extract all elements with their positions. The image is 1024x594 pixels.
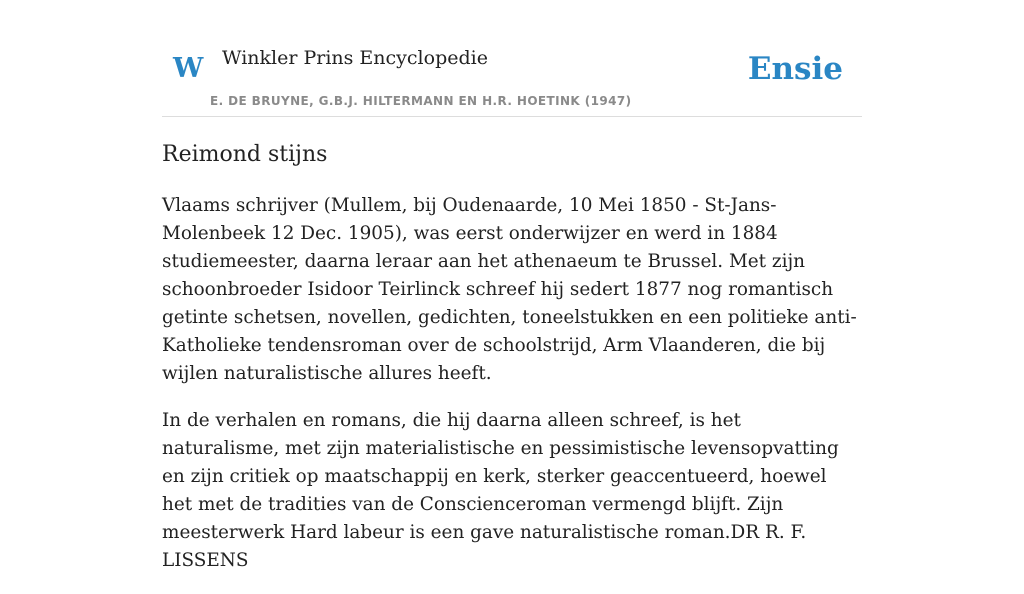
ensie-logo[interactable]: Ensie [747,51,843,87]
article-body [162,192,862,594]
article-title: Reimond stijns [162,142,328,167]
winkler-prins-logo-icon[interactable]: W [173,53,204,84]
article-paragraph-1: Vlaams schrijver (Mullem, bij Oudenaarde, 10 Mei 1850 - St-Jans-Molenbeek 12 Dec. 1905), was eerst onderwijzer en werd in 1884 studiemeester, daarna leraar aan het athenaeum te Brussel. Met zijn schoonbroeder Isidoor Teirlinck schreef hij sedert 1877 nog romantisch getinte schetsen, novellen, gedichten, toneelstukken en een politieke anti-Katholieke tendensroman over de schoolstrijd, Arm Vlaanderen, die bij wijlen naturalistische allures heeft. [162,195,857,384]
article-paragraph-2: In de verhalen en romans, die hij daarna alleen schreef, is het naturalisme, met zijn materialistische en pessimistische levensopvatting en zijn critiek op maatschappij en kerk, sterker geaccentueerd, hoewel het met de tradities van de Conscienceroman vermengd blijft. Zijn meesterwerk Hard labeur is een gave naturalistische roman.DR R. F. LISSENS [162,410,839,571]
publication-title[interactable]: Winkler Prins Encyclopedie [222,47,488,69]
site-header [162,0,862,117]
publication-authors: E. DE BRUYNE, G.B.J. HILTERMANN EN H.R. HOETINK (1947) [210,94,632,108]
